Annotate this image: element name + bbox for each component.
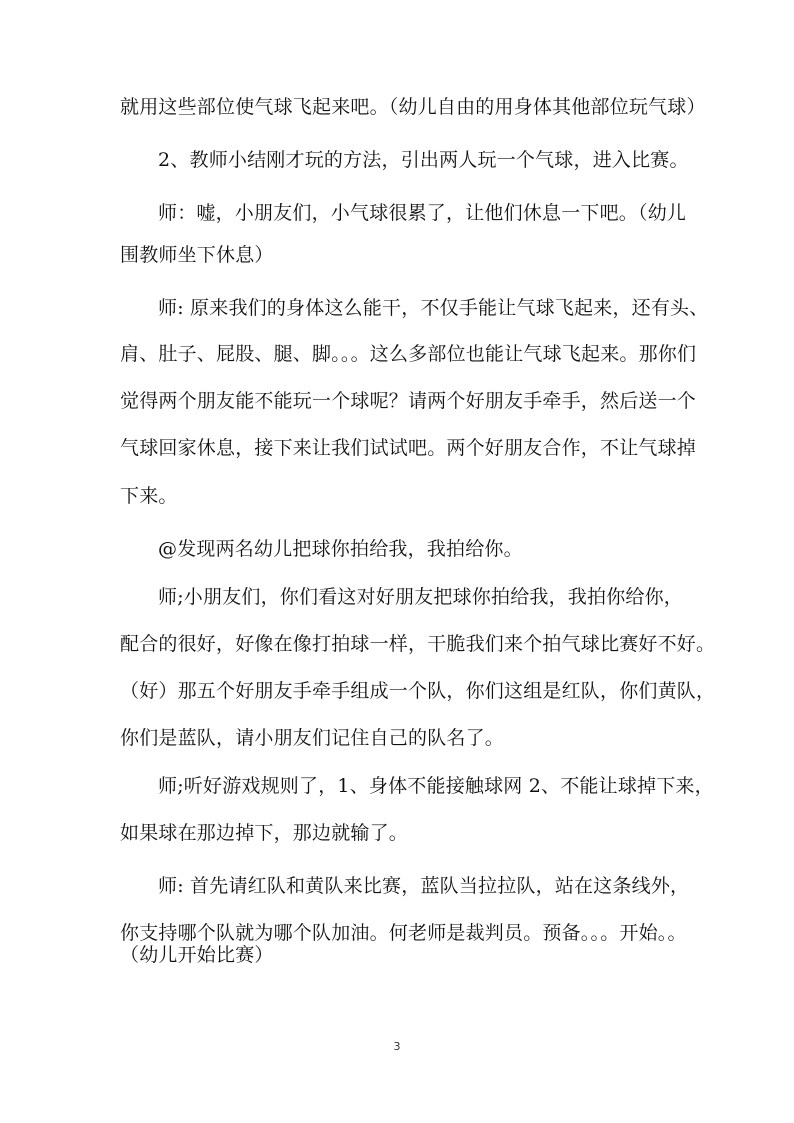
paragraph-line: 你们是蓝队，请小朋友们记住自己的队名了。: [120, 727, 505, 749]
paragraph-line: 你支持哪个队就为哪个队加油。何老师是裁判员。预备。。。开始。。: [120, 922, 687, 944]
paragraph-line: 师: 原来我们的身体这么能干，不仅手能让气球飞起来，还有头、: [158, 297, 709, 319]
paragraph-line: （幼儿开始比赛）: [120, 944, 274, 966]
paragraph-line: （好）那五个好朋友手牵手组成一个队，你们这组是红队，你们黄队，: [120, 680, 716, 702]
paragraph-line: 如果球在那边掉下，那边就输了。: [120, 822, 409, 844]
paragraph-line: 师: 首先请红队和黄队来比赛，蓝队当拉拉队，站在这条线外，: [158, 875, 690, 897]
paragraph-line: 气球回家休息，接下来让我们试试吧。两个好朋友合作，不让气球掉: [120, 437, 697, 459]
paragraph-line: 2、教师小结刚才玩的方法，引出两人玩一个气球，进入比赛。: [158, 149, 689, 171]
paragraph-line: 师：嘘，小朋友们，小气球很累了，让他们休息一下吧。（幼儿: [158, 202, 687, 224]
paragraph-line: 师;听好游戏规则了，1、身体不能接触球网 2、不能让球掉下来，: [158, 775, 714, 797]
paragraph-line: 觉得两个朋友能不能玩一个球呢？请两个好朋友手牵手，然后送一个: [120, 390, 697, 412]
paragraph-line: 师;小朋友们，你们看这对好朋友把球你拍给我，我拍你给你，: [158, 586, 684, 608]
paragraph-line: 肩、肚子、屁股、腿、脚。。。这么多部位也能让气球飞起来。那你们: [120, 343, 697, 365]
paragraph-line: 就用这些部位使气球飞起来吧。（幼儿自由的用身体其他部位玩气球）: [120, 96, 706, 118]
paragraph-line: 配合的很好，好像在像打拍球一样，干脆我们来个拍气球比赛好不好。: [120, 633, 716, 655]
paragraph-line: 下来。: [120, 485, 178, 507]
paragraph-line: 围教师坐下休息）: [120, 244, 274, 266]
page-number: 3: [393, 1040, 401, 1053]
paragraph-line: @发现两名幼儿把球你拍给我，我拍给你。: [158, 538, 523, 560]
